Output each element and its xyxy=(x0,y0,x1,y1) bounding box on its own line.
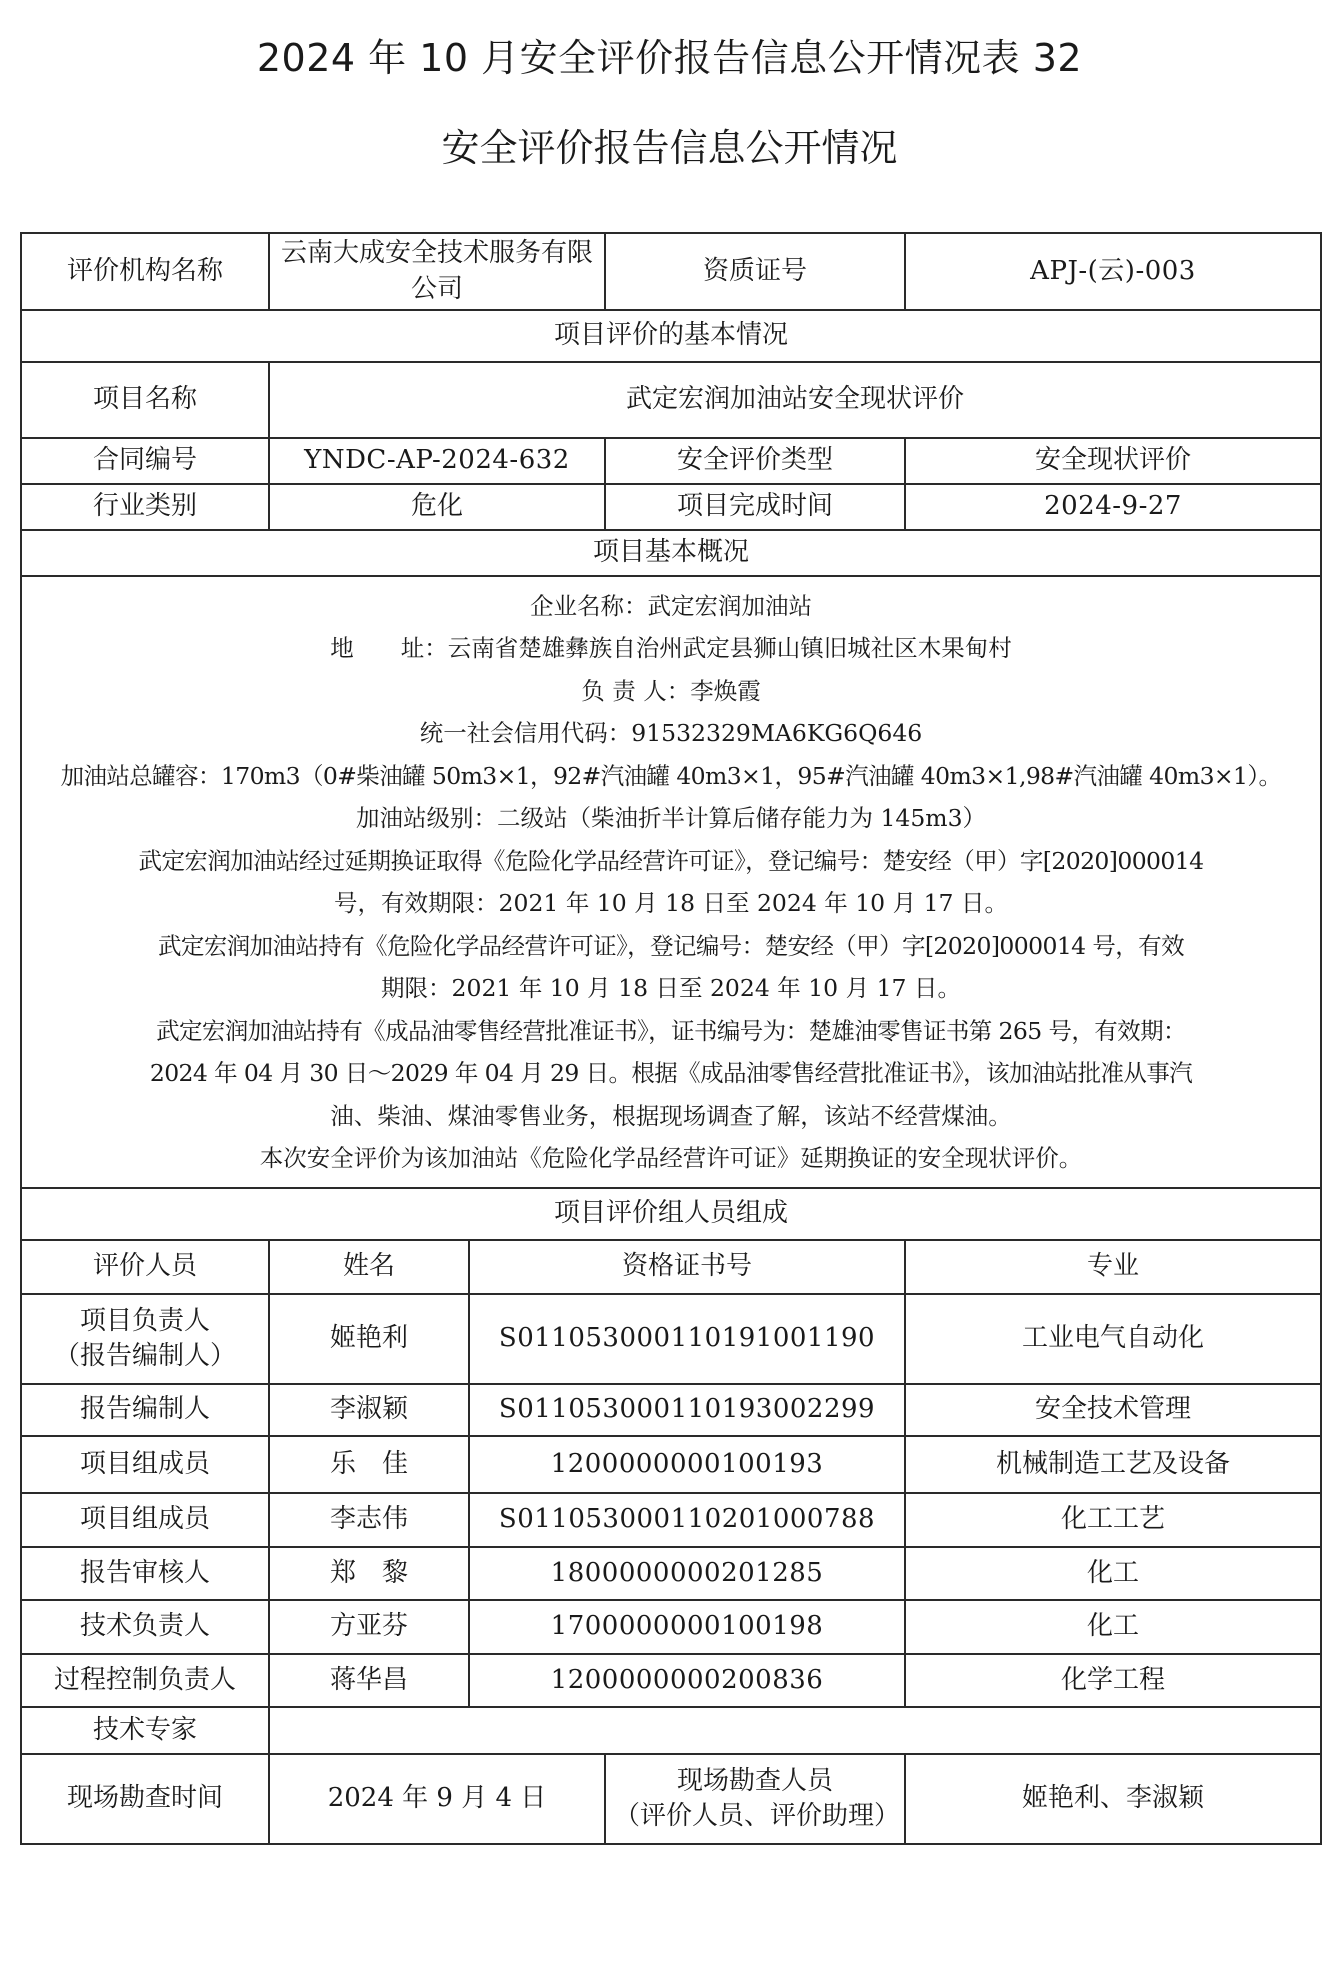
member-cert: 1200000000200836 xyxy=(469,1654,905,1707)
industry-row xyxy=(21,484,1321,530)
member-role: 项目组成员 xyxy=(21,1436,269,1493)
survey-time-label: 现场勘查时间 xyxy=(21,1754,269,1844)
finish-label: 项目完成时间 xyxy=(605,484,905,530)
project-name-label: 项目名称 xyxy=(21,362,269,438)
member-name: 李淑颖 xyxy=(269,1384,469,1436)
member-major: 化学工程 xyxy=(905,1654,1321,1707)
overview-line: 号，有效期限：2021 年 10 月 18 日至 2024 年 10 月 17 日。 xyxy=(334,889,1008,917)
member-name: 李志伟 xyxy=(269,1493,469,1547)
table-row xyxy=(21,1384,1321,1436)
member-role: 报告编制人 xyxy=(21,1384,269,1436)
expert-row xyxy=(21,1707,1321,1754)
project-name-value: 武定宏润加油站安全现状评价 xyxy=(269,362,1321,438)
org-name-value: 云南大成安全技术服务有限公司 xyxy=(269,233,605,310)
table-row xyxy=(21,1294,1321,1384)
team-section-title: 项目评价组人员组成 xyxy=(21,1188,1321,1240)
cert-value: APJ-(云)-003 xyxy=(905,233,1321,310)
team-header-role: 评价人员 xyxy=(21,1240,269,1294)
cert-label: 资质证号 xyxy=(605,233,905,310)
overview-line: 2024 年 04 月 30 日～2029 年 04 月 29 日。根据《成品油零售经营批准证书》，该加油站批准从事汽 xyxy=(149,1059,1193,1087)
survey-row xyxy=(21,1754,1321,1844)
overview-line: 企业名称：武定宏润加油站 xyxy=(530,591,812,620)
table-row xyxy=(21,1600,1321,1654)
member-role: 技术负责人 xyxy=(21,1600,269,1654)
report-table xyxy=(20,232,1322,1845)
overview-line: 地 址：云南省楚雄彝族自治州武定县狮山镇旧城社区木果甸村 xyxy=(330,634,1012,662)
contract-value: YNDC-AP-2024-632 xyxy=(269,438,605,484)
member-name: 郑 黎 xyxy=(269,1547,469,1600)
table-row xyxy=(21,1654,1321,1707)
finish-value: 2024-9-27 xyxy=(905,484,1321,530)
member-cert: 1800000000201285 xyxy=(469,1547,905,1600)
expert-value xyxy=(269,1707,1321,1754)
member-role: 过程控制负责人 xyxy=(21,1654,269,1707)
team-header-cert: 资格证书号 xyxy=(469,1240,905,1294)
member-cert: S011053000110191001190 xyxy=(469,1294,905,1384)
member-cert: 1200000000100193 xyxy=(469,1436,905,1493)
expert-label: 技术专家 xyxy=(21,1707,269,1754)
member-cert: 1700000000100198 xyxy=(469,1600,905,1654)
member-role: 项目负责人 （报告编制人） xyxy=(21,1294,269,1384)
overview-text xyxy=(21,576,1321,1188)
overview-section-title: 项目基本概况 xyxy=(21,530,1321,576)
team-header-name: 姓名 xyxy=(269,1240,469,1294)
basic-section-title: 项目评价的基本情况 xyxy=(21,310,1321,362)
industry-value: 危化 xyxy=(269,484,605,530)
member-cert: S011053000110201000788 xyxy=(469,1493,905,1547)
contract-row xyxy=(21,438,1321,484)
eval-type-value: 安全现状评价 xyxy=(905,438,1321,484)
member-major: 化工 xyxy=(905,1600,1321,1654)
member-role: 报告审核人 xyxy=(21,1547,269,1600)
overview-line: 期限：2021 年 10 月 18 日至 2024 年 10 月 17 日。 xyxy=(381,974,961,1002)
overview-line: 加油站级别：二级站（柴油折半计算后储存能力为 145m3） xyxy=(355,804,987,832)
member-cert: S011053000110193002299 xyxy=(469,1384,905,1436)
contract-label: 合同编号 xyxy=(21,438,269,484)
overview-line: 油、柴油、煤油零售业务，根据现场调查了解，该站不经营煤油。 xyxy=(330,1101,1012,1130)
member-name: 姬艳利 xyxy=(269,1294,469,1384)
overview-line: 武定宏润加油站持有《危险化学品经营许可证》，登记编号：楚安经（甲）字[2020]000014 号，有效 xyxy=(158,931,1184,960)
member-name: 乐 佳 xyxy=(269,1436,469,1493)
team-header-row xyxy=(21,1240,1321,1294)
member-major: 机械制造工艺及设备 xyxy=(905,1436,1321,1493)
table-row xyxy=(21,1436,1321,1493)
overview-line: 统一社会信用代码：91532329MA6KG6Q646 xyxy=(419,719,923,747)
org-name-label: 评价机构名称 xyxy=(21,233,269,310)
member-major: 工业电气自动化 xyxy=(905,1294,1321,1384)
team-header-major: 专业 xyxy=(905,1240,1321,1294)
table-row xyxy=(21,1493,1321,1547)
overview-line: 负 责 人：李焕霞 xyxy=(581,676,761,705)
member-major: 安全技术管理 xyxy=(905,1384,1321,1436)
member-name: 方亚芬 xyxy=(269,1600,469,1654)
page-subtitle: 安全评价报告信息公开情况 xyxy=(441,126,898,170)
overview-line: 本次安全评价为该加油站《危险化学品经营许可证》延期换证的安全现状评价。 xyxy=(259,1144,1083,1172)
member-role: 项目组成员 xyxy=(21,1493,269,1547)
survey-time-value: 2024 年 9 月 4 日 xyxy=(269,1754,605,1844)
overview-line: 武定宏润加油站持有《成品油零售经营批准证书》，证书编号为：楚雄油零售证书第 265 号，有效期： xyxy=(156,1016,1186,1045)
page-title: 2024 年 10 月安全评价报告信息公开情况表 32 xyxy=(256,36,1083,80)
industry-label: 行业类别 xyxy=(21,484,269,530)
survey-staff-label: 现场勘查人员 （评价人员、评价助理） xyxy=(605,1754,905,1844)
org-row xyxy=(21,233,1321,310)
survey-staff-value: 姬艳利、李淑颖 xyxy=(905,1754,1321,1844)
member-major: 化工 xyxy=(905,1547,1321,1600)
project-name-row xyxy=(21,362,1321,438)
overview-line: 加油站总罐容：170m3（0#柴油罐 50m3×1，92#汽油罐 40m3×1，95#汽油罐 40m3×1,98#汽油罐 40m3×1）。 xyxy=(60,761,1282,790)
table-row xyxy=(21,1547,1321,1600)
eval-type-label: 安全评价类型 xyxy=(605,438,905,484)
member-name: 蒋华昌 xyxy=(269,1654,469,1707)
member-major: 化工工艺 xyxy=(905,1493,1321,1547)
overview-line: 武定宏润加油站经过延期换证取得《危险化学品经营许可证》，登记编号：楚安经（甲）字[2020]000014 xyxy=(138,846,1204,875)
